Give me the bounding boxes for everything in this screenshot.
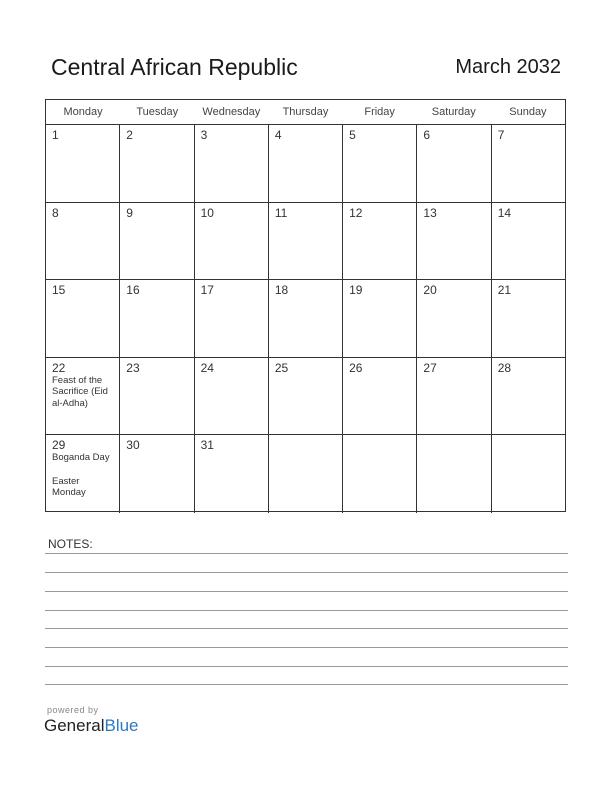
holiday-label: Feast of the Sacrifice (Eid al-Adha): [52, 374, 108, 409]
day-number: 27: [423, 360, 437, 375]
day-number: 12: [349, 205, 363, 220]
weekday-label: Friday: [364, 106, 395, 118]
day-number: 7: [497, 128, 505, 142]
day-number: 18: [274, 283, 289, 298]
day-cell: [343, 203, 417, 280]
day-number: 21: [497, 283, 512, 298]
notes-line: [45, 591, 568, 592]
day-cell: [195, 358, 269, 435]
notes-label: NOTES:: [48, 537, 93, 551]
day-cell: [195, 435, 269, 513]
notes-line: [45, 647, 568, 648]
day-number: 16: [126, 283, 140, 298]
day-number: 30: [126, 438, 140, 453]
day-cell: [120, 203, 194, 280]
day-number: 11: [274, 205, 288, 220]
day-number: 31: [200, 438, 214, 453]
day-cell: [343, 280, 417, 357]
week-row: [46, 358, 565, 436]
day-cell: [46, 125, 120, 202]
day-number: 19: [349, 283, 363, 298]
day-number: 26: [349, 360, 363, 375]
day-number: 17: [200, 283, 214, 298]
day-number: 28: [497, 360, 512, 375]
weekday-label: Tuesday: [136, 106, 179, 118]
day-cell: [46, 435, 120, 513]
notes-line: [45, 684, 568, 685]
day-cell: [492, 358, 565, 435]
weekday-label: Sunday: [509, 106, 547, 118]
day-cell: [46, 203, 120, 280]
calendar-grid: [45, 99, 566, 512]
week-row: [46, 435, 565, 513]
brand-general: General: [44, 716, 105, 735]
day-cell: [417, 125, 491, 202]
day-number: 24: [200, 360, 214, 375]
day-cell: [46, 358, 120, 435]
day-number: 15: [52, 283, 66, 298]
day-cell: [492, 280, 565, 357]
brand-blue: Blue: [104, 716, 139, 735]
day-number: 9: [126, 205, 133, 220]
day-cell: [120, 435, 194, 513]
day-number: 25: [274, 360, 289, 375]
day-number: 20: [423, 283, 437, 298]
notes-line: [45, 628, 568, 629]
day-number: 3: [200, 128, 208, 142]
day-cell: [269, 358, 343, 435]
day-cell: [492, 435, 565, 513]
day-cell: [343, 125, 417, 202]
weekday-label: Monday: [63, 106, 103, 118]
day-number: 29: [52, 438, 66, 453]
week-row: [46, 280, 565, 358]
weekday-label: Wednesday: [202, 106, 261, 118]
day-cell: [269, 203, 343, 280]
calendar-title: Central African Republic: [51, 54, 298, 80]
weekday-header: [46, 100, 565, 125]
day-number: 22: [52, 360, 66, 375]
day-number: 8: [52, 205, 59, 220]
day-cell: [492, 203, 565, 280]
day-cell: [417, 358, 491, 435]
notes-line: [45, 572, 568, 573]
day-cell: [343, 358, 417, 435]
day-cell: [492, 125, 565, 202]
holiday-label: Easter Monday: [52, 475, 86, 499]
day-cell: [417, 203, 491, 280]
day-number: 4: [274, 128, 282, 142]
day-number: 6: [423, 128, 431, 142]
day-cell: [343, 435, 417, 513]
day-cell: [120, 280, 194, 357]
day-cell: [195, 203, 269, 280]
day-cell: [269, 125, 343, 202]
holiday-label: Boganda Day: [52, 452, 110, 464]
notes-line: [45, 553, 568, 554]
day-cell: [195, 280, 269, 357]
day-cell: [120, 358, 194, 435]
day-number: 5: [349, 128, 356, 142]
day-number: 23: [126, 360, 140, 375]
day-cell: [269, 280, 343, 357]
powered-by-text: powered by: [47, 705, 99, 715]
week-row: [46, 125, 565, 203]
calendar-month: March 2032: [455, 56, 561, 78]
generalblue-logo: [44, 716, 139, 736]
day-number: 2: [126, 128, 133, 142]
weekday-label: Saturday: [431, 106, 476, 118]
day-number: 10: [200, 205, 214, 220]
day-number: 13: [423, 205, 437, 220]
week-row: [46, 203, 565, 281]
notes-line: [45, 610, 568, 611]
day-cell: [120, 125, 194, 202]
day-cell: [417, 280, 491, 357]
notes-line: [45, 666, 568, 667]
day-cell: [417, 435, 491, 513]
day-cell: [195, 125, 269, 202]
day-cell: [46, 280, 120, 357]
day-number: 14: [497, 205, 512, 220]
day-number: 1: [52, 128, 59, 142]
weekday-label: Thursday: [282, 106, 329, 118]
day-cell: [269, 435, 343, 513]
